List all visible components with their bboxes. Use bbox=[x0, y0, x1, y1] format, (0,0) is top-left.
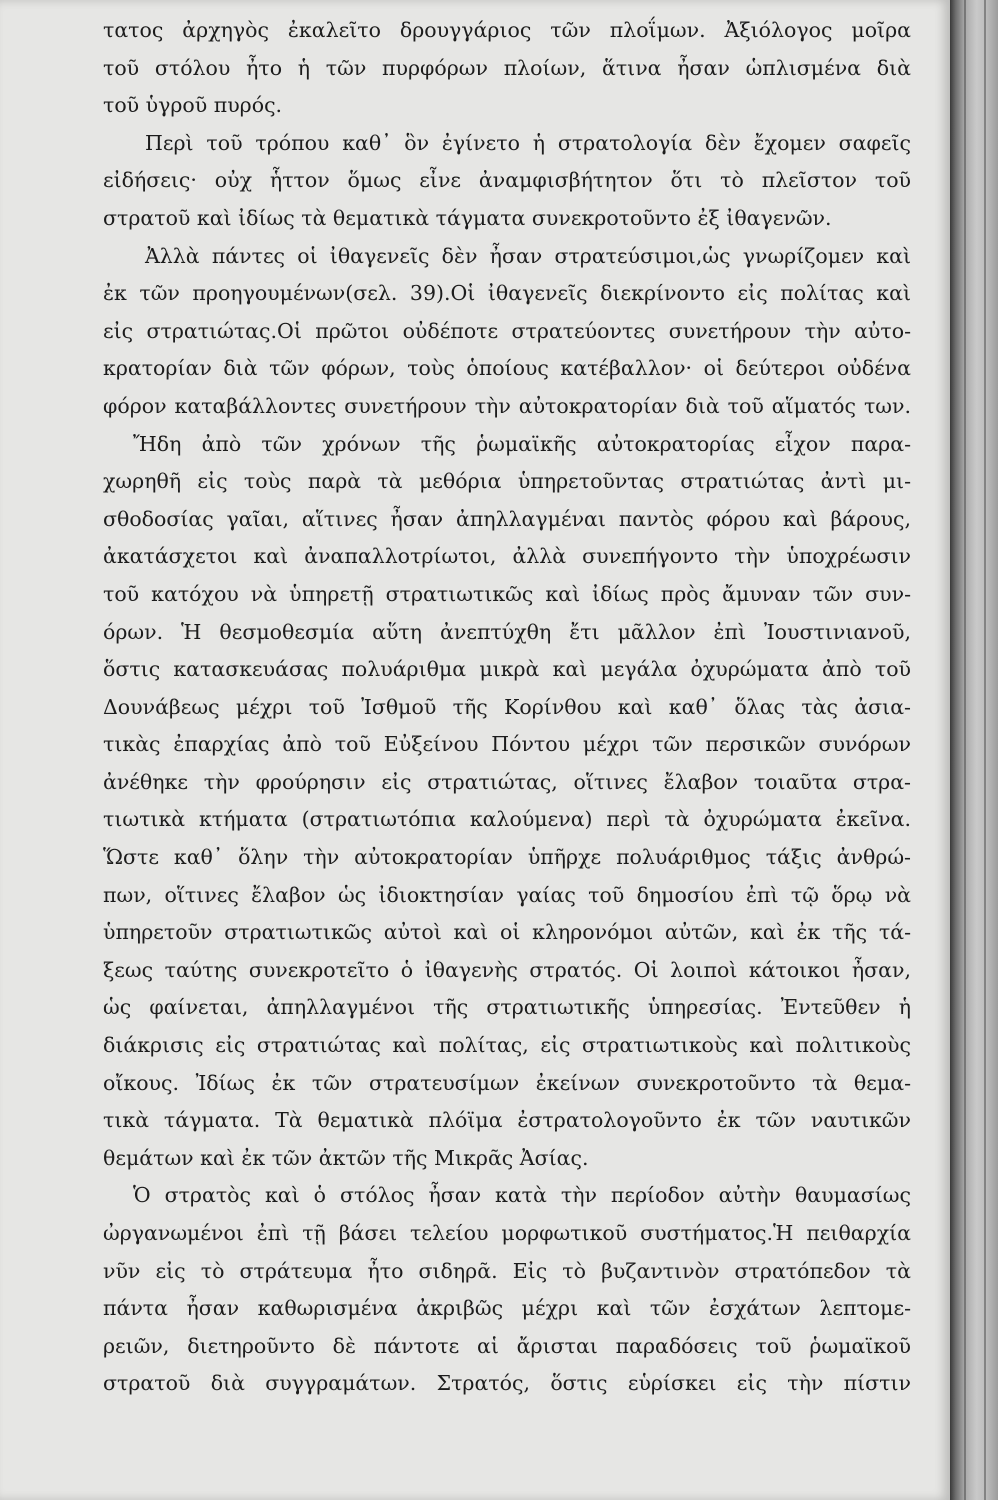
text-line: τοῦ κατόχου νὰ ὑπηρετῇ στρατιωτικῶς καὶ ἰδίως πρὸς ἄμυναν τῶν συν- bbox=[103, 581, 911, 606]
text-line: Δουνάβεως μέχρι τοῦ Ἰσθμοῦ τῆς Κορίνθου καὶ καθ᾽ ὅλας τὰς ἀσια- bbox=[103, 694, 911, 719]
spine-edge-line bbox=[984, 0, 986, 1500]
text-line: ὠργανωμένοι ἐπὶ τῇ βάσει τελείου μορφωτικοῦ συστήματος.Ἡ πειθαρχία bbox=[103, 1221, 911, 1245]
text-line: τοῦ στόλου ἦτο ἡ τῶν πυρφόρων πλοίων, ἅτινα ἦσαν ὡπλισμένα διὰ bbox=[103, 55, 911, 80]
text-line: φόρον καταβάλλοντες συνετήρουν τὴν αὐτοκρατορίαν διὰ τοῦ αἵματός των. bbox=[103, 393, 911, 418]
text-line: Ἤδη ἀπὸ τῶν χρόνων τῆς ῥωμαϊκῆς αὐτοκρατορίας εἶχον παρα- bbox=[133, 431, 911, 456]
text-line: Περὶ τοῦ τρόπου καθ᾽ ὃν ἐγίνετο ἡ στρατολογία δὲν ἔχομεν σαφεῖς bbox=[145, 130, 911, 155]
text-line: ξεως ταύτης συνεκροτεῖτο ὁ ἰθαγενὴς στρατός. Οἱ λοιποὶ κάτοικοι ἦσαν, bbox=[103, 957, 911, 982]
text-line: τοῦ ὑγροῦ πυρός. bbox=[103, 93, 283, 118]
text-line: τικὰς ἐπαρχίας ἀπὸ τοῦ Εὐξείνου Πόντου μέχρι τῶν περσικῶν συνόρων bbox=[103, 732, 911, 757]
text-line: ὡς φαίνεται, ἀπηλλαγμένοι τῆς στρατιωτικῆς ὑπηρεσίας. Ἐντεῦθεν ἡ bbox=[103, 995, 911, 1020]
text-line: ἀκατάσχετοι καὶ ἀναπαλλοτρίωτοι, ἀλλὰ συνεπήγοντο τὴν ὑποχρέωσιν bbox=[103, 544, 911, 569]
text-line: εἰδήσεις· οὐχ ἧττον ὅμως εἶνε ἀναμφισβήτητον ὅτι τὸ πλεῖστον τοῦ bbox=[103, 168, 911, 193]
text-line: τικὰ τάγματα. Τὰ θεματικὰ πλόϊμα ἐστρατολογοῦντο ἐκ τῶν ναυτικῶν bbox=[103, 1108, 911, 1133]
text-line: κρατορίαν διὰ τῶν φόρων, τοὺς ὁποίους κατέβαλλον· οἱ δεύτεροι οὐδένα bbox=[103, 356, 911, 381]
text-line: τιωτικὰ κτήματα (στρατιωτόπια καλούμενα) περὶ τὰ ὀχυρώματα ἐκεῖνα. bbox=[103, 807, 911, 832]
text-line: πάντα ἦσαν καθωρισμένα ἀκριβῶς μέχρι καὶ τῶν ἐσχάτων λεπτομε- bbox=[103, 1296, 911, 1321]
text-line: στρατοῦ καὶ ἰδίως τὰ θεματικὰ τάγματα συνεκροτοῦντο ἐξ ἰθαγενῶν. bbox=[103, 205, 832, 230]
text-line: οἴκους. Ἰδίως ἐκ τῶν στρατευσίμων ἐκείνων συνεκροτοῦντο τὰ θεμα- bbox=[103, 1070, 911, 1095]
text-line: Ἀλλὰ πάντες οἱ ἰθαγενεῖς δὲν ἦσαν στρατεύσιμοι,ὡς γνωρίζομεν καὶ bbox=[145, 243, 911, 268]
text-line: ρειῶν, διετηροῦντο δὲ πάντοτε αἱ ἄρισται παραδόσεις τοῦ ῥωμαϊκοῦ bbox=[103, 1333, 911, 1358]
text-line: χωρηθῆ εἰς τοὺς παρὰ τὰ μεθόρια ὑπηρετοῦντας στρατιώτας ἀντὶ μι- bbox=[103, 469, 911, 494]
book-spine-shadow bbox=[950, 0, 998, 1500]
text-line: Ὁ στρατὸς καὶ ὁ στόλος ἦσαν κατὰ τὴν περίοδον αὐτὴν θαυμασίως bbox=[133, 1183, 911, 1208]
text-line: σθοδοσίας γαῖαι, αἵτινες ἦσαν ἀπηλλαγμέναι παντὸς φόρου καὶ βάρους, bbox=[103, 506, 911, 531]
text-line: ἀνέθηκε τὴν φρούρησιν εἰς στρατιώτας, οἵτινες ἔλαβον τοιαῦτα στρα- bbox=[103, 769, 911, 794]
text-line: Ὥστε καθ᾽ ὅλην τὴν αὐτοκρατορίαν ὑπῆρχε πολυάριθμος τάξις ἀνθρώ- bbox=[103, 845, 911, 870]
text-line: θεμάτων καὶ ἐκ τῶν ἀκτῶν τῆς Μικρᾶς Ἀσίας. bbox=[103, 1145, 589, 1170]
text-line: στρατοῦ διὰ συγγραμάτων. Στρατός, ὅστις εὑρίσκει εἰς τὴν πίστιν bbox=[103, 1371, 911, 1396]
text-line: ἐκ τῶν προηγουμένων(σελ. 39).Οἱ ἰθαγενεῖς διεκρίνοντο εἰς πολίτας καὶ bbox=[103, 281, 911, 306]
text-line: εἰς στρατιώτας.Οἱ πρῶτοι οὐδέποτε στρατεύοντες συνετήρουν τὴν αὐτο- bbox=[103, 318, 911, 343]
body-text bbox=[103, 12, 911, 1403]
text-line: όρων. Ἡ θεσμοθεσμία αὕτη ἀνεπτύχθη ἔτι μᾶλλον ἐπὶ Ἰουστινιανοῦ, bbox=[103, 619, 911, 644]
text-line: τατος ἀρχηγὸς ἐκαλεῖτο δρουγγάριος τῶν πλοΐμων. Ἀξιόλογος μοῖρα bbox=[103, 18, 911, 42]
text-line: νῦν εἰς τὸ στράτευμα ἦτο σιδηρᾶ. Εἰς τὸ βυζαντινὸν στρατόπεδον τὰ bbox=[103, 1258, 911, 1283]
text-line: διάκρισις εἰς στρατιώτας καὶ πολίτας, εἰς στρατιωτικοὺς καὶ πολιτικοὺς bbox=[103, 1033, 911, 1058]
spine-edge-line bbox=[964, 0, 966, 1500]
text-line: ὑπηρετοῦν στρατιωτικῶς αὐτοὶ καὶ οἱ κληρονόμοι αὐτῶν, καὶ ἐκ τῆς τά- bbox=[103, 920, 911, 945]
text-line: ὅστις κατασκευάσας πολυάριθμα μικρὰ καὶ μεγάλα ὀχυρώματα ἀπὸ τοῦ bbox=[103, 657, 911, 682]
text-line: πων, οἵτινες ἔλαβον ὡς ἰδιοκτησίαν γαίας τοῦ δημοσίου ἐπὶ τῷ ὅρῳ νὰ bbox=[103, 882, 911, 907]
